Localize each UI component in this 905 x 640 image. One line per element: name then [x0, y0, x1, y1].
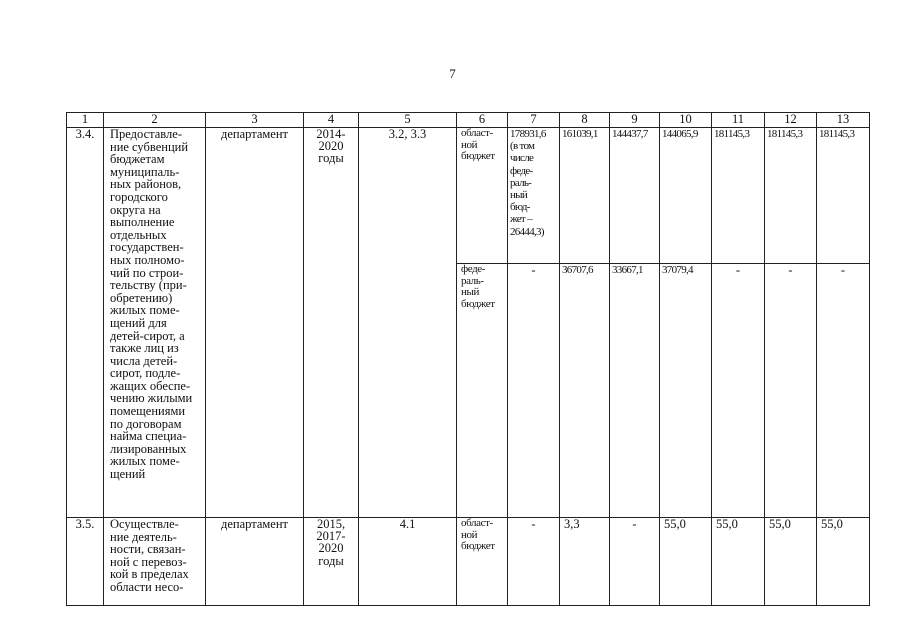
header-cell: 1: [67, 113, 104, 128]
item-number: 3.4.: [67, 128, 104, 518]
amount-col7: -: [508, 518, 560, 606]
amount-col13: 181145,3: [817, 128, 870, 264]
amount-col11: 181145,3: [712, 128, 765, 264]
amount-col9: 144437,7: [610, 128, 660, 264]
amount-col7: -: [508, 264, 560, 518]
item-links: 4.1: [359, 518, 457, 606]
amount-col12: 181145,3: [765, 128, 817, 264]
amount-col10: 55,0: [660, 518, 712, 606]
amount-col11: -: [712, 264, 765, 518]
amount-col7: 178931,6 (в том числе феде- раль- ный бюд- жет – 26444,3): [508, 128, 560, 264]
header-cell: 11: [712, 113, 765, 128]
header-cell: 13: [817, 113, 870, 128]
header-cell: 9: [610, 113, 660, 128]
item-description: Предоставле- ние субвенций бюджетам муниципаль- ных районов, городского округа на выполнение отдельных государствен- ных полномо- чий по строи- тельству (при- обретению) жилых поме- щений для детей-сирот, а также лиц из числа детей- сирот, подле- жащих обеспе- чению жилыми помещениями по договорам найма специа- лизированных жилых поме- щений: [104, 128, 206, 518]
amount-col12: -: [765, 264, 817, 518]
amount-col11: 55,0: [712, 518, 765, 606]
table-row: [67, 518, 870, 606]
header-cell: 12: [765, 113, 817, 128]
item-executor: департамент: [206, 128, 304, 518]
amount-col8: 161039,1: [560, 128, 610, 264]
header-cell: 5: [359, 113, 457, 128]
header-cell: 6: [457, 113, 508, 128]
item-description: Осуществле- ние деятель- ности, связан- ной с перевоз- кой в пределах области несо-: [104, 518, 206, 606]
funding-source: област- ной бюджет: [457, 128, 508, 264]
amount-col10: 144065,9: [660, 128, 712, 264]
amount-col10: 37079,4: [660, 264, 712, 518]
item-links: 3.2, 3.3: [359, 128, 457, 518]
header-cell: 8: [560, 113, 610, 128]
header-cell: 4: [304, 113, 359, 128]
amount-col12: 55,0: [765, 518, 817, 606]
header-cell: 10: [660, 113, 712, 128]
item-executor: департамент: [206, 518, 304, 606]
header-row: [67, 113, 870, 128]
amount-col13: -: [817, 264, 870, 518]
item-number: 3.5.: [67, 518, 104, 606]
amount-col9: -: [610, 518, 660, 606]
header-cell: 2: [104, 113, 206, 128]
table-row: [67, 128, 870, 264]
amount-col8: 36707,6: [560, 264, 610, 518]
amount-col9: 33667,1: [610, 264, 660, 518]
header-cell: 7: [508, 113, 560, 128]
amount-col8: 3,3: [560, 518, 610, 606]
funding-source: феде- раль- ный бюджет: [457, 264, 508, 518]
program-table: [66, 112, 870, 606]
amount-col13: 55,0: [817, 518, 870, 606]
funding-source: област- ной бюджет: [457, 518, 508, 606]
page-number: 7: [449, 66, 456, 81]
item-years: 2014- 2020 годы: [304, 128, 359, 518]
header-cell: 3: [206, 113, 304, 128]
item-years: 2015, 2017- 2020 годы: [304, 518, 359, 606]
